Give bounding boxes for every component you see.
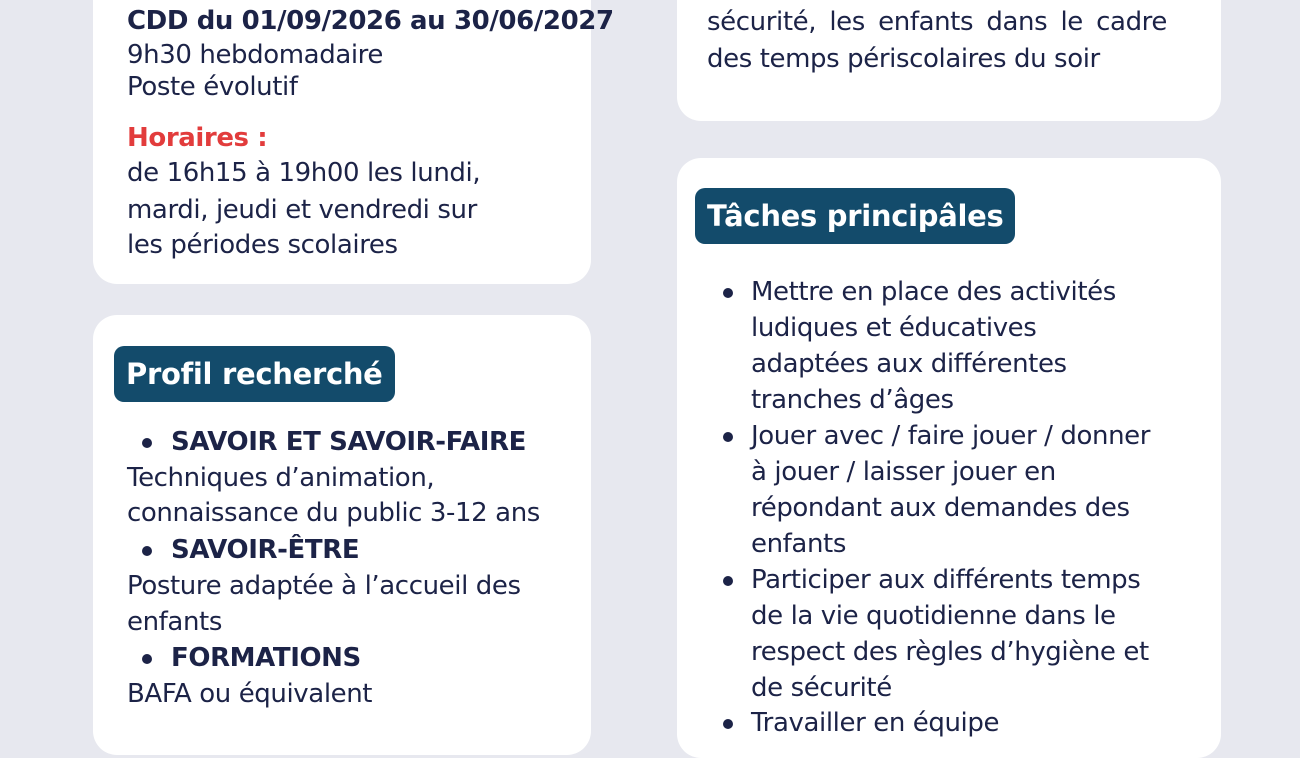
- mission-line: sécurité, les enfants dans le cadre: [707, 7, 1167, 37]
- bullet-icon: [142, 438, 152, 448]
- profile-item-title: SAVOIR ET SAVOIR-FAIRE: [171, 427, 527, 457]
- task-text: à jouer / laisser jouer en: [751, 457, 1056, 487]
- task-text: de sécurité: [751, 673, 892, 703]
- bullet-icon: [723, 432, 733, 442]
- task-text: respect des règles d’hygiène et: [751, 637, 1149, 667]
- profile-item-text: connaissance du public 3-12 ans: [127, 498, 540, 528]
- bullet-icon: [142, 654, 152, 664]
- bullet-icon: [723, 288, 733, 298]
- profile-item-text: enfants: [127, 607, 222, 637]
- task-text: Travailler en équipe: [751, 708, 1000, 738]
- mission-line: des temps périscolaires du soir: [707, 44, 1100, 74]
- profile-item-text: Posture adaptée à l’accueil des: [127, 571, 521, 601]
- task-text: enfants: [751, 529, 846, 559]
- profile-item-title: SAVOIR-ÊTRE: [171, 535, 360, 565]
- profile-item-text: Techniques d’animation,: [127, 463, 435, 493]
- profile-item-title: FORMATIONS: [171, 643, 361, 673]
- task-text: ludiques et éducatives: [751, 313, 1037, 343]
- profile-heading: Profil recherché: [114, 346, 395, 402]
- contract-hours: 9h30 hebdomadaire: [127, 40, 383, 70]
- task-text: Mettre en place des activités: [751, 277, 1116, 307]
- schedule-line: mardi, jeudi et vendredi sur: [127, 195, 477, 225]
- task-text: Participer aux différents temps: [751, 565, 1141, 595]
- contract-dates: CDD du 01/09/2026 au 30/06/2027: [127, 6, 614, 36]
- bullet-icon: [142, 546, 152, 556]
- task-text: répondant aux demandes des: [751, 493, 1130, 523]
- task-text: tranches d’âges: [751, 385, 954, 415]
- task-text: de la vie quotidienne dans le: [751, 601, 1116, 631]
- task-text: adaptées aux différentes: [751, 349, 1067, 379]
- bullet-icon: [723, 576, 733, 586]
- bullet-icon: [723, 719, 733, 729]
- schedule-line: de 16h15 à 19h00 les lundi,: [127, 158, 481, 188]
- contract-evolution: Poste évolutif: [127, 72, 298, 102]
- task-text: Jouer avec / faire jouer / donner: [751, 421, 1151, 451]
- schedule-line: les périodes scolaires: [127, 230, 398, 260]
- tasks-heading: Tâches principâles: [695, 188, 1015, 244]
- schedule-heading: Horaires :: [127, 123, 268, 153]
- profile-item-text: BAFA ou équivalent: [127, 679, 373, 709]
